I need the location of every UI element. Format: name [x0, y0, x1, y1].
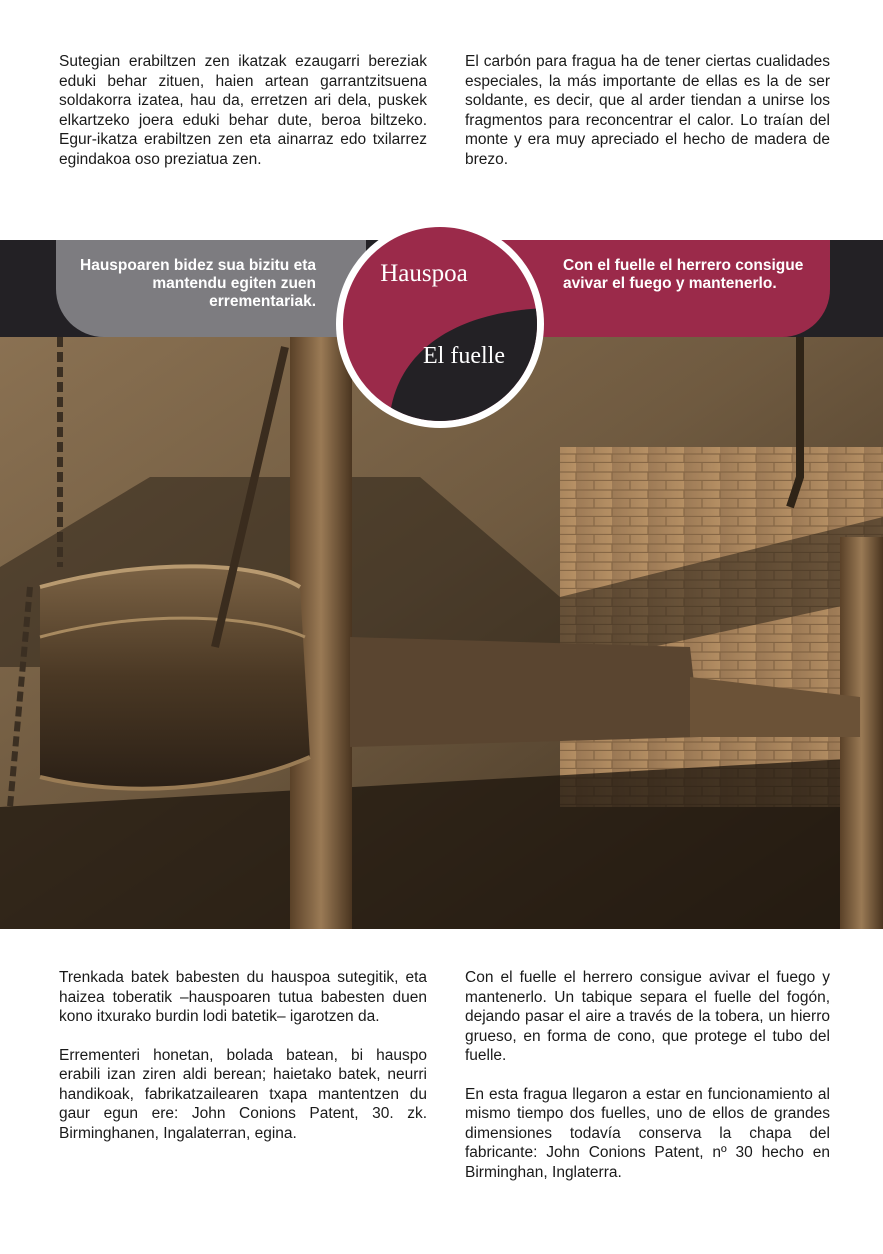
intro-basque [59, 52, 427, 188]
intro-basque-text: Sutegian erabiltzen zen ikatzak ezaugarri bereziak eduki behar zituen, haien artean garrantzitsuena soldakorra izatea, hau da, erretzen ari dela, puskek elkartzeko joera eduki behar dute, beroa biltzeko. Egur-ikatza erabiltzen zen eta ainarraz edo txilarrez egindakoa oso preziatua zen. [59, 53, 427, 168]
body-spanish-paragraph-2: En esta fragua llegaron a estar en funcionamiento al mismo tiempo dos fuelles, uno de ellos de grandes dimensiones todavía conserva la chapa del fabricante: John Conions Patent, nº 30 hecho en Birminghan, Inglaterra. [465, 1085, 830, 1181]
body-spanish-paragraph-1: Con el fuelle el herrero consigue avivar el fuego y mantenerlo. Un tabique separa el fuelle del fogón, dejando pasar el aire a través de la tobera, un hierro grueso, en forma de cono, que protege el tubo del fuelle. [465, 969, 830, 1064]
body-basque-paragraph-1: Trenkada batek babesten du hauspoa sutegitik, eta haizea toberatik –hauspoaren tutua babesten duen kono itxurako burdin lodi batetik– igarotzen da. [59, 969, 427, 1025]
title-basque: Hauspoa [380, 260, 468, 287]
caption-basque: Hauspoaren bidez sua bizitu eta mantendu egiten zuen errementariak. [80, 257, 316, 310]
title-badge [334, 218, 546, 430]
intro-spanish [465, 52, 830, 188]
body-basque [59, 968, 427, 1162]
caption-spanish: Con el fuelle el herrero consigue avivar el fuego y mantenerlo. [563, 257, 804, 292]
body-basque-paragraph-2: Errementeri honetan, bolada batean, bi hauspo erabili izan ziren aldi berean; haietako batek, neurri handikoak, fabrikatzailearen txapa mantentzen du gaur egun ere: John Conions Patent, 30. zk. Birminghanen, Ingalaterran, egina. [59, 1046, 427, 1142]
title-spanish: El fuelle [423, 343, 505, 369]
body-spanish [465, 968, 830, 1201]
intro-spanish-text: El carbón para fragua ha de tener ciertas cualidades especiales, la más importante de ellas es la de ser soldante, es decir, que al arder tiendan a unirse los fragmentos para reconcentrar el calor. Lo traían del monte y era muy apreciado el hecho de madera de brezo. [465, 53, 830, 168]
